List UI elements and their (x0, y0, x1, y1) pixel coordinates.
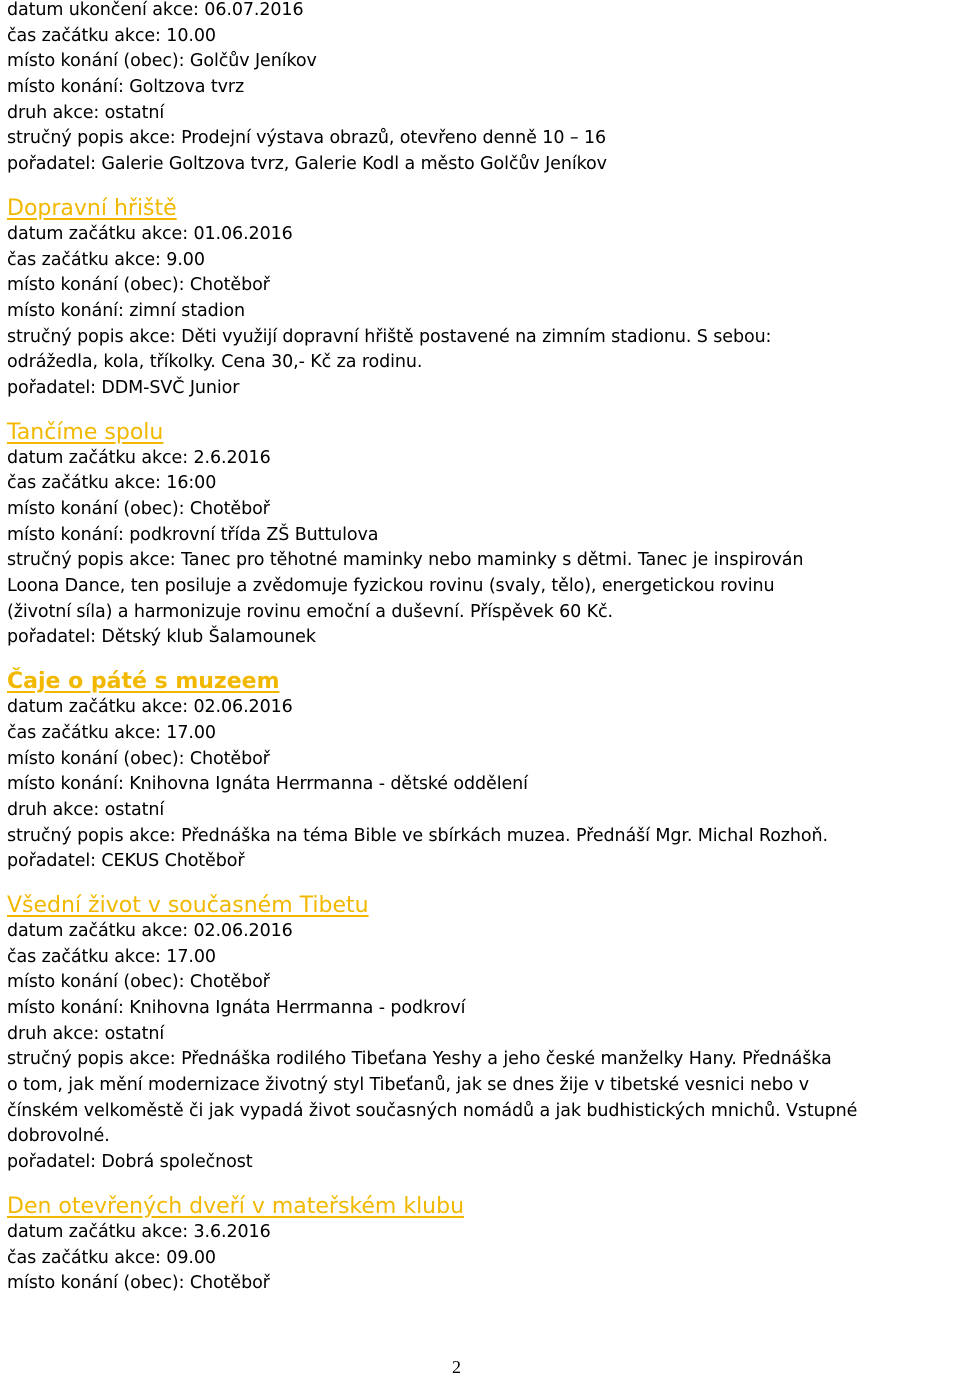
event-detail-line: místo konání (obec): Chotěboř (7, 275, 270, 296)
event-title-link[interactable]: Den otevřených dveří v mateřském klubu (7, 1193, 465, 1219)
event-detail-line: datum ukončení akce: 06.07.2016 (7, 0, 304, 20)
event-detail-line: pořadatel: Dětský klub Šalamounek (7, 627, 316, 648)
event-title-link[interactable]: Tančíme spolu (7, 419, 164, 445)
event-title-link[interactable]: Čaje o páté s muzeem (7, 669, 280, 695)
event-detail-line: místo konání (obec): Chotěboř (7, 972, 270, 993)
event-detail-line: místo konání: Knihovna Ignáta Herrmanna - podkroví (7, 998, 466, 1018)
event-detail-line: čínském velkoměstě či jak vypadá život současných nomádů a jak budhistických mnichů. Vstupné (7, 1100, 858, 1121)
event-detail-line: druh akce: ostatní (7, 799, 165, 820)
event-detail-line: pořadatel: DDM-SVČ Junior (7, 377, 240, 398)
event-detail-line: stručný popis akce: Přednáška na téma Bible ve sbírkách muzea. Přednáší Mgr. Michal Rozhoň. (7, 825, 828, 846)
event-detail-line: datum začátku akce: 3.6.2016 (7, 1221, 271, 1242)
event-block (7, 669, 953, 875)
event-detail-line: datum začátku akce: 02.06.2016 (7, 920, 293, 941)
event-detail-line: čas začátku akce: 9.00 (7, 249, 205, 270)
event-detail-line: druh akce: ostatní (7, 1023, 165, 1044)
event-detail-line: o tom, jak mění modernizace životný styl Tibeťanů, jak se dnes žije v tibetské vesnici nebo v (7, 1075, 809, 1096)
event-block (7, 1194, 953, 1297)
event-detail-line: čas začátku akce: 17.00 (7, 722, 216, 743)
event-detail-line: stručný popis akce: Přednáška rodilého Tibeťana Yeshy a jeho české manželky Hany. Přednáška (7, 1049, 832, 1070)
event-detail-line: dobrovolné. (7, 1126, 110, 1147)
event-detail-line: datum začátku akce: 2.6.2016 (7, 447, 271, 468)
page-number: 2 (452, 1357, 461, 1377)
event-detail-line: místo konání: Goltzova tvrz (7, 77, 245, 98)
event-detail-line: (životní síla) a harmonizuje rovinu emoční a duševní. Příspěvek 60 Kč. (7, 601, 613, 622)
event-detail-line: datum začátku akce: 01.06.2016 (7, 223, 293, 244)
event-detail-line: čas začátku akce: 10.00 (7, 25, 216, 46)
event-detail-line: odrážedla, kola, tříkolky. Cena 30,- Kč za rodinu. (7, 352, 423, 373)
event-detail-line: pořadatel: CEKUS Chotěboř (7, 851, 245, 872)
event-block (7, 196, 953, 402)
event-detail-line: stručný popis akce: Tanec pro těhotné maminky nebo maminky s dětmi. Tanec je inspirován (7, 550, 804, 571)
event-detail-line: Loona Dance, ten posiluje a zvědomuje fyzickou rovinu (svaly, tělo), energetickou rovinu (7, 576, 775, 597)
event-title-link[interactable]: Všední život v současném Tibetu (7, 892, 369, 918)
event-detail-line: místo konání (obec): Golčův Jeníkov (7, 51, 317, 72)
event-detail-line: místo konání: zimní stadion (7, 300, 245, 321)
event-detail-line: místo konání: podkrovní třída ZŠ Buttulova (7, 524, 379, 545)
event-detail-line: místo konání (obec): Chotěboř (7, 1273, 270, 1294)
event-detail-line: stručný popis akce: Děti využijí dopravní hřiště postavené na zimním stadionu. S sebou: (7, 326, 772, 347)
event-detail-line: čas začátku akce: 09.00 (7, 1247, 216, 1268)
event-block (7, 420, 953, 652)
event-continued (7, 0, 953, 178)
event-detail-line: pořadatel: Galerie Goltzova tvrz, Galerie Kodl a město Golčův Jeníkov (7, 154, 607, 175)
event-detail-line: pořadatel: Dobrá společnost (7, 1152, 253, 1173)
event-detail-line: stručný popis akce: Prodejní výstava obrazů, otevřeno denně 10 – 16 (7, 128, 607, 149)
event-detail-line: druh akce: ostatní (7, 102, 165, 123)
event-detail-line: datum začátku akce: 02.06.2016 (7, 697, 293, 718)
event-block (7, 893, 953, 1176)
event-detail-line: místo konání: Knihovna Ignáta Herrmanna - dětské oddělení (7, 774, 528, 795)
event-title-link[interactable]: Dopravní hřiště (7, 195, 177, 221)
event-detail-line: čas začátku akce: 16:00 (7, 473, 217, 494)
event-detail-line: místo konání (obec): Chotěboř (7, 499, 270, 519)
document-page (7, 0, 953, 1297)
event-detail-line: čas začátku akce: 17.00 (7, 946, 216, 967)
event-detail-line: místo konání (obec): Chotěboř (7, 748, 270, 769)
